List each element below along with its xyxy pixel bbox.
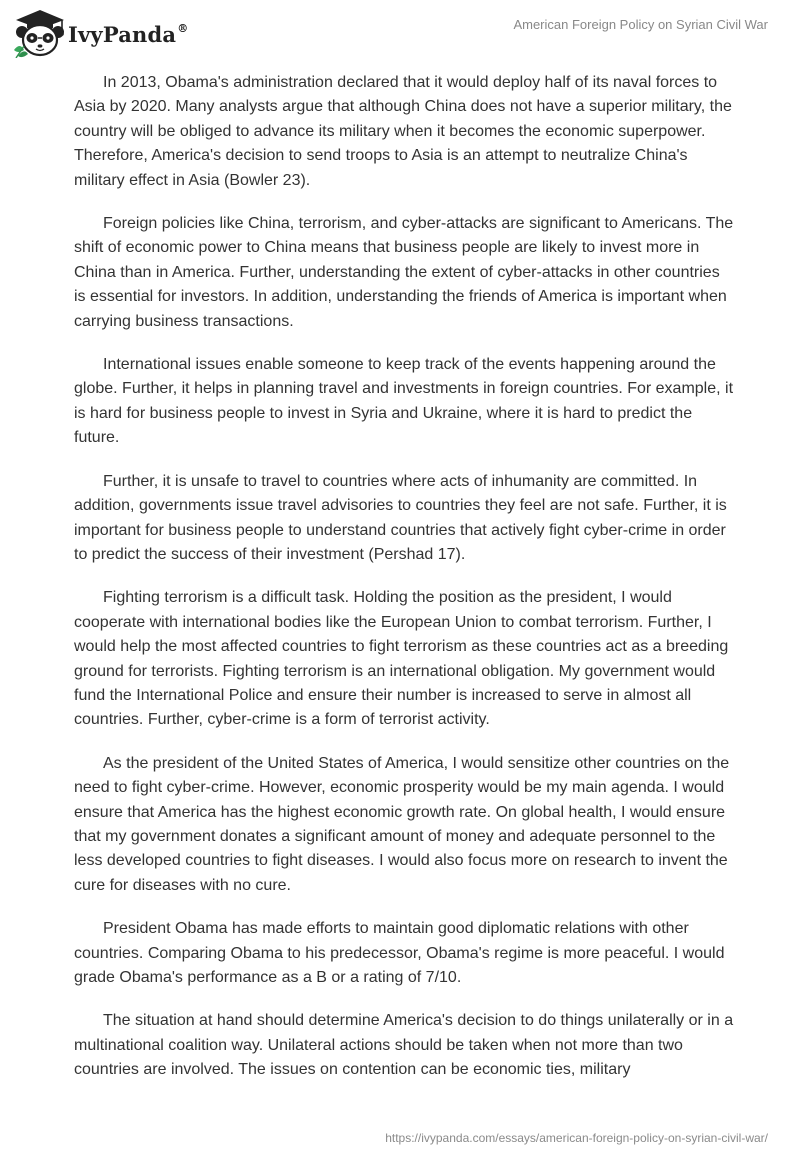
essay-body (74, 71, 734, 1102)
trademark-symbol: ® (177, 21, 189, 35)
paragraph: Further, it is unsafe to travel to countries where acts of inhumanity are committed. In addition, governments issue travel advisories to countries they feel are not safe. Further, it is important for business people to understand countries that actively fight cyber-crime in order to predict the success of their investment (Pershad 17). (74, 472, 727, 563)
paragraph: In 2013, Obama's administration declared that it would deploy half of its naval forces to Asia by 2020. Many analysts argue that although China does not have a superior military, the country will be obliged to advance its military when it becomes the economic superpower. Therefore, America's decision to send troops to Asia is an attempt to neutralize China's military effect in Asia (Bowler 23). (74, 74, 732, 189)
document-title: American Foreign Policy on Syrian Civil War (513, 17, 768, 32)
paragraph: As the president of the United States of America, I would sensitize other countries on the need to fight cyber-crime. However, economic prosperity would be my main agenda. I would ensure that America has the highest economic growth rate. On global health, I would ensure that my government donates a significant amount of money and adequate personnel to the less developed countries to fight diseases. I would also focus more on research to invent the cure for diseases with no cure. (74, 754, 730, 894)
panda-graduate-icon (10, 6, 66, 58)
paragraph: The situation at hand should determine America's decision to do things unilaterally or in a multinational coalition way. Unilateral actions should be taken when not more than two countries are involved. The issues on contention can be economic ties, military (74, 1012, 734, 1079)
paragraph: Foreign policies like China, terrorism, and cyber-attacks are significant to Americans. The shift of economic power to China means that business people are likely to invest more in China than in America. Further, understanding the extent of cyber-attacks in other countries is essential for investors. In addition, understanding the friends of America is important when carrying business transactions. (74, 215, 734, 330)
paragraph: Fighting terrorism is a difficult task. Holding the position as the president, I would cooperate with international bodies like the European Union to combat terrorism. Further, I would help the most affected countries to fight terrorism as these countries act as a breeding ground for terrorists. Fighting terrorism is an international obligation. My government would fund the International Police and ensure their number is increased to serve in almost all countries. Further, cyber-crime is a form of terrorist activity. (74, 589, 729, 729)
page-header (0, 0, 800, 60)
paragraph: President Obama has made efforts to maintain good diplomatic relations with other countries. Comparing Obama to his predecessor, Obama's regime is more peaceful. I would grade Obama's performance as a B or a rating of 7/10. (74, 920, 725, 986)
source-url-link[interactable]: https://ivypanda.com/essays/american-foreign-policy-on-syrian-civil-war/ (385, 1131, 768, 1145)
brand-name: IvyPanda® (68, 21, 189, 47)
paragraph: International issues enable someone to keep track of the events happening around the globe. Further, it helps in planning travel and investments in foreign countries. For example, it is hard for business people to invest in Syria and Ukraine, where it is hard to predict the future. (74, 356, 734, 447)
brand-logo[interactable] (10, 6, 188, 58)
